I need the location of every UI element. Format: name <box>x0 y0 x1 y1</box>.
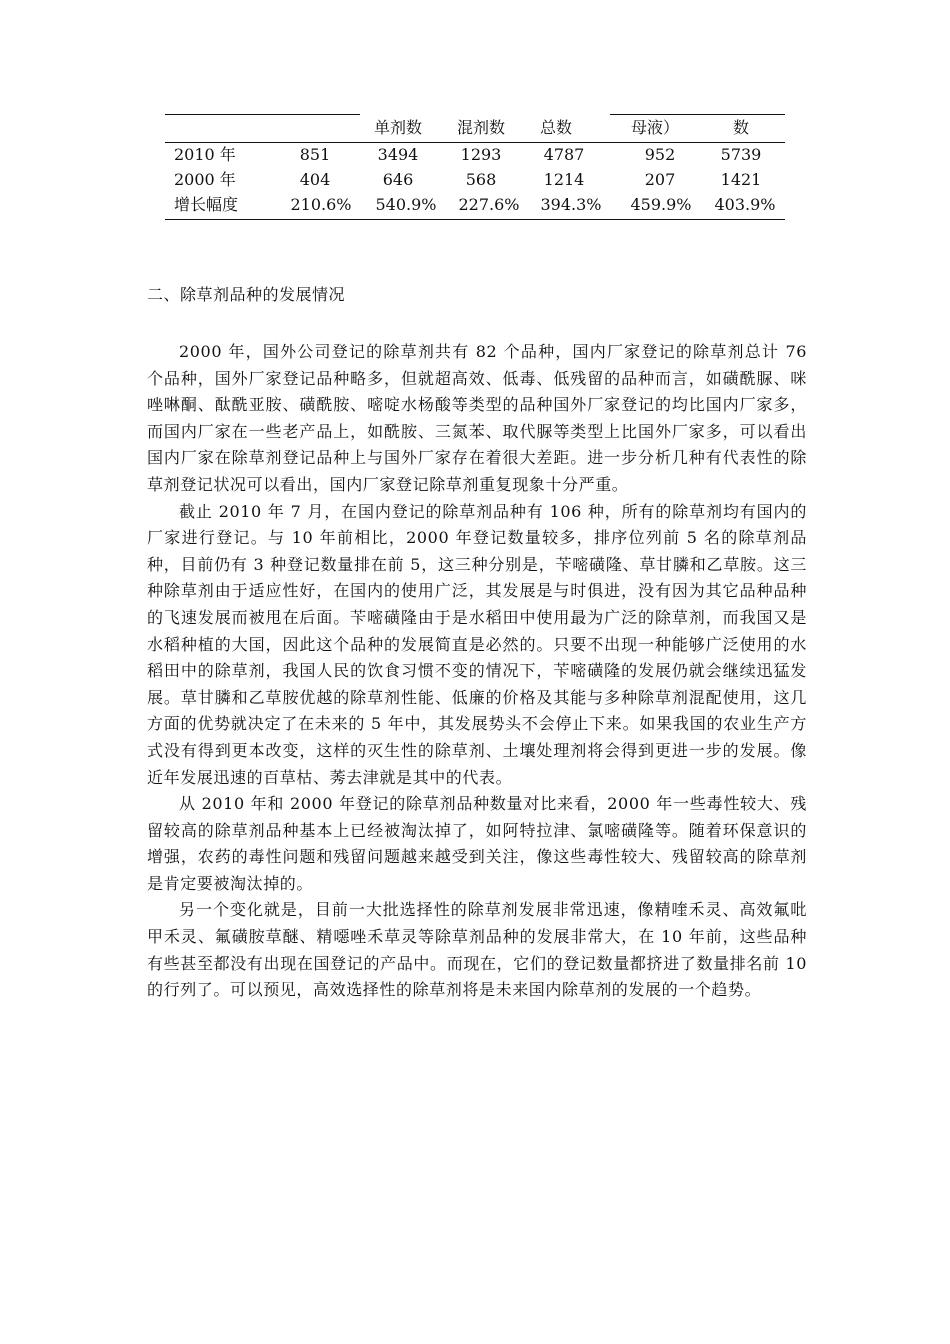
table-row-label: 2010 年 <box>174 145 236 164</box>
table-cell: 459.9% <box>630 195 692 214</box>
table-cell: 404 <box>299 170 331 189</box>
table-header-rule <box>165 142 785 143</box>
table-header-cell: 单剂数 <box>373 118 423 137</box>
table-cell: 210.6% <box>290 195 352 214</box>
table-cell: 4787 <box>543 145 585 164</box>
table-top-rule-right <box>610 114 785 115</box>
paragraph: 截止 2010 年 7 月，在国内登记的除草剂品种有 106 种，所有的除草剂均有国内的厂家进行登记。与 10 年前相比，2000 年登记数量较多，排序位列前 5 名的除草剂品种，目前仍有 3 种登记数量排在前 5，这三种分别是，苄嘧磺隆、草甘膦和乙草胺。这三种除草剂由于适应性好，在国内的使用广泛，其发展是与时俱进，没有因为其它品种品种的飞速发展而被甩在后面。苄嘧磺隆由于是水稻田中使用最为广泛的除草剂，而我国又是水稻种植的大国，因此这个品种的发展简直是必然的。只要不出现一种能够广泛使用的水稻田中的除草剂，我国人民的饮食习惯不变的情况下，苄嘧磺隆的发展仍就会继续迅猛发展。草甘膦和乙草胺优越的除草剂性能、低廉的价格及其能与多种除草剂混配使用，这几方面的优势就决定了在未来的 5 年中，其发展势头不会停止下来。如果我国的农业生产方式没有得到更本改变，这样的灭生性的除草剂、土壤处理剂将会得到更进一步的发展。像近年发展迅速的百草枯、莠去津就是其中的代表。 <box>147 501 807 787</box>
table-cell: 646 <box>382 170 414 189</box>
table-cell: 394.3% <box>540 195 602 214</box>
table-bottom-rule <box>165 219 785 220</box>
table-cell: 207 <box>644 170 676 189</box>
section-heading: 二、除草剂品种的发展情况 <box>147 285 346 304</box>
table-cell: 568 <box>465 170 497 189</box>
table-header-cell: 混剂数 <box>456 118 506 137</box>
table-cell: 227.6% <box>458 195 520 214</box>
table-cell: 851 <box>299 145 331 164</box>
table-cell: 403.9% <box>714 195 776 214</box>
paragraph: 从 2010 年和 2000 年登记的除草剂品种数量对比来看，2000 年一些毒性较大、残留较高的除草剂品种基本上已经被淘汰掉了，如阿特拉津、氯嘧磺隆等。随着环保意识的增强，农药的毒性问题和残留问题越来越受到关注，像这些毒性较大、残留较高的除草剂是肯定要被淘汰掉的。 <box>147 794 807 893</box>
table-header-cell: 数 <box>732 118 750 137</box>
body-text <box>147 339 807 1004</box>
table-top-rule-left <box>165 114 360 115</box>
paragraph: 2000 年，国外公司登记的除草剂共有 82 个品种，国内厂家登记的除草剂总计 76 个品种，国外厂家登记品种略多，但就超高效、低毒、低残留的品种而言，如磺酰脲、咪唑啉酮、酞酰亚胺、磺酰胺、嘧啶水杨酸等类型的品种国外厂家登记的均比国内厂家多，而国内厂家在一些老产品上，如酰胺、三氮苯、取代脲等类型上比国外厂家多，可以看出国内厂家在除草剂登记品种上与国外厂家存在着很大差距。进一步分析几种有代表性的除草剂登记状况可以看出，国内厂家登记除草剂重复现象十分严重。 <box>147 342 807 494</box>
table-cell: 1214 <box>543 170 585 189</box>
table-cell: 3494 <box>377 145 419 164</box>
table-header-cell: 母液） <box>630 118 680 137</box>
table-cell: 1293 <box>460 145 502 164</box>
table-header-cell: 总数 <box>539 118 573 137</box>
table-row-label: 增长幅度 <box>174 195 239 214</box>
paragraph: 另一个变化就是，目前一大批选择性的除草剂发展非常迅速，像精喹禾灵、高效氟吡甲禾灵、氟磺胺草醚、精噁唑禾草灵等除草剂品种的发展非常大，在 10 年前，这些品种有些甚至都没有出现在国登记的产品中。而现在，它们的登记数量都挤进了数量排名前 10 的行列了。可以预见，高效选择性的除草剂将是未来国内除草剂的发展的一个趋势。 <box>147 900 807 1000</box>
table-cell: 5739 <box>720 145 762 164</box>
table-cell: 540.9% <box>375 195 437 214</box>
table-cell: 952 <box>644 145 676 164</box>
table-cell: 1421 <box>720 170 762 189</box>
table-row-label: 2000 年 <box>174 170 236 189</box>
registration-count-table <box>165 112 785 222</box>
